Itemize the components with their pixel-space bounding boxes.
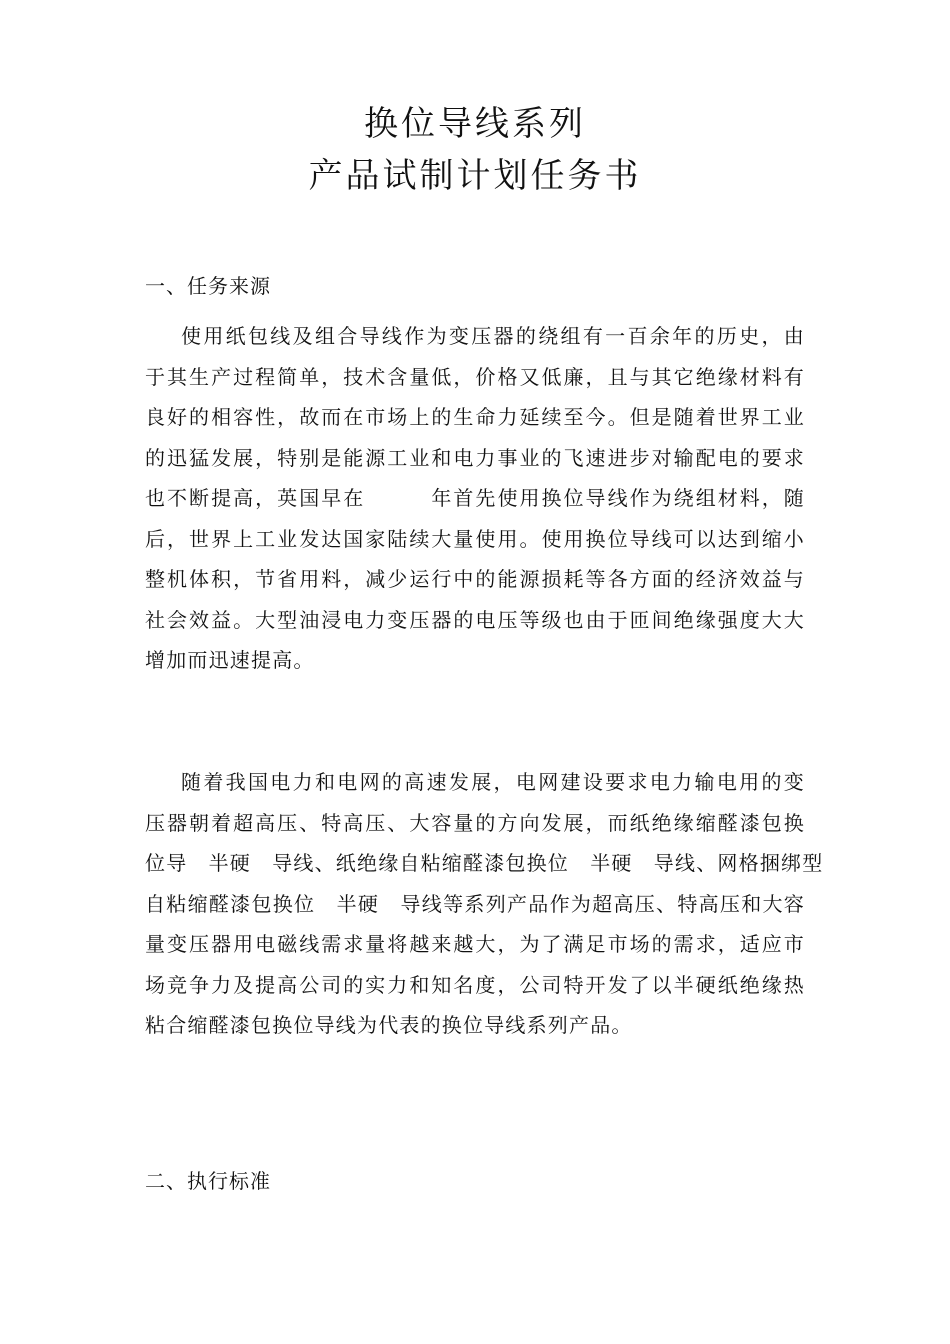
section-heading-standards: 二、执行标准 <box>145 1169 271 1193</box>
paragraph-line: 随着我国电力和电网的高速发展，电网建设要求电力输电用的变 <box>181 770 805 794</box>
paragraph-line: 使用纸包线及组合导线作为变压器的绕组有一百余年的历史，由 <box>181 324 805 348</box>
paragraph-line: 社会效益。大型油浸电力变压器的电压等级也由于匝间绝缘强度大大 <box>145 607 805 632</box>
paragraph-line: 自粘缩醛漆包换位 半硬 导线等系列产品作为超高压、特高压和大容 <box>145 891 805 916</box>
paragraph-line: 于其生产过程简单，技术含量低，价格又低廉，且与其它绝缘材料有 <box>145 364 805 389</box>
paragraph-line: 粘合缩醛漆包换位导线为代表的换位导线系列产品。 <box>145 1013 633 1037</box>
paragraph-line: 后，世界上工业发达国家陆续大量使用。使用换位导线可以达到缩小 <box>145 526 805 551</box>
paragraph-task-source-2 <box>145 762 824 1046</box>
section-heading-task-source: 一、任务来源 <box>145 274 271 298</box>
paragraph-line: 位导 半硬 导线、纸绝缘自粘缩醛漆包换位 半硬 导线、网格捆绑型 <box>145 851 824 875</box>
document-title-line-1: 换位导线系列 <box>364 104 586 144</box>
paragraph-task-source-1 <box>145 316 805 681</box>
paragraph-line: 整机体积，节省用料，减少运行中的能源损耗等各方面的经济效益与 <box>145 567 805 591</box>
paragraph-line: 压器朝着超高压、特高压、大容量的方向发展，而纸绝缘缩醛漆包换 <box>145 810 805 835</box>
paragraph-line: 场竞争力及提高公司的实力和知名度，公司特开发了以半硬纸绝缘热 <box>145 972 805 997</box>
paragraph-line: 也不断提高，英国早在 年首先使用换位导线作为绕组材料，随 <box>145 486 805 510</box>
paragraph-line: 量变压器用电磁线需求量将越来越大，为了满足市场的需求，适应市 <box>145 932 805 956</box>
paragraph-line: 增加而迅速提高。 <box>145 648 315 672</box>
paragraph-line: 的迅猛发展，特别是能源工业和电力事业的飞速进步对输配电的要求 <box>145 445 805 470</box>
paragraph-line: 良好的相容性，故而在市场上的生命力延续至今。但是随着世界工业 <box>145 405 805 429</box>
document-title-line-2: 产品试制计划任务书 <box>308 156 642 196</box>
